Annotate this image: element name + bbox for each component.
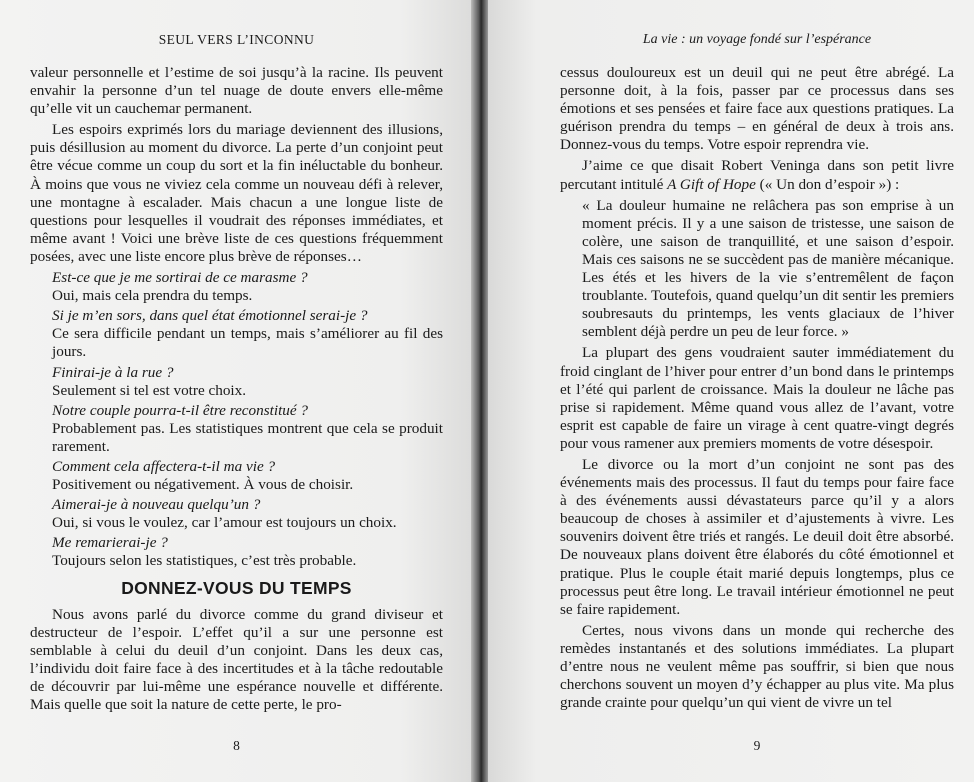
paragraph: Certes, nous vivons dans un monde qui recherche des remèdes instantanés et des solutions immédiates. La plupart d’entre nous ne veulent même pas souffrir, si bien que nous cherchons souvent un moyen d’y échapper au plus vite. Ma plus grande crainte pour quelqu’un qui vient de vivre un tel (560, 621, 954, 712)
answer: Probablement pas. Les statistiques montrent que cela se produit rarement. (52, 419, 443, 455)
block-quote (560, 197, 954, 342)
qa-item (52, 307, 443, 361)
quote-text: « La douleur humaine ne relâchera pas son emprise à un moment précis. Il y a une saison de tristesse, une saison de colère, une saison de tranquillité, et une saison d’espoir. Mais ces saisons ne se succèdent pas de manière mécanique. Les étés et les hivers de la vie s’entremêlent de façon troublante. Toutefois, quand quelqu’un dit sentir les premiers soubresauts du printemps, les vents glaciaux de l’hiver semblent déjà perdre un peu de leur force. » (582, 196, 954, 341)
running-head-right: La vie : un voyage fondé sur l’espérance (642, 32, 872, 47)
answer: Ce sera difficile pendant un temps, mais s’améliorer au fil des jours. (52, 325, 443, 361)
paragraph-text: (« Un don d’espoir ») : (755, 175, 900, 193)
question: Notre couple pourra-t-il être reconstitué ? (52, 401, 309, 419)
question: Aimerai-je à nouveau quelqu’un ? (52, 496, 261, 514)
answer: Positivement ou négativement. À vous de choisir. (52, 476, 354, 494)
book-title: A Gift of Hope (667, 175, 756, 193)
answer: Toujours selon les statistiques, c’est très probable. (52, 552, 357, 570)
question: Comment cela affectera-t-il ma vie ? (52, 457, 276, 475)
page-number-right: 9 (753, 738, 761, 753)
right-page-body (560, 64, 954, 715)
qa-item (52, 534, 443, 570)
answer: Oui, si vous le voulez, car l’amour est toujours un choix. (52, 514, 397, 532)
left-page-body (30, 64, 443, 717)
book-gutter (471, 0, 488, 782)
paragraph: Les espoirs exprimés lors du mariage deviennent des illusions, puis désillusion au moment du divorce. La perte d’un conjoint peut être vécue comme un coup du sort et la fin inéluctable du bonheur. À moins que vous ne viviez cela comme un nouveau défi à relever, une montagne à escalader. Mais chacun a une longue liste de questions pour lesquelles il voudrait des réponses immédiates, et même avant ! Voici une brève liste de ces questions fréquemment posées, avec une liste encore plus brève de réponses… (30, 121, 443, 265)
qa-item (52, 458, 443, 494)
paragraph: Le divorce ou la mort d’un conjoint ne sont pas des événements mais des processus. Il faut du temps pour faire face à des événements aussi dévastateurs parce qu’il y a alors beaucoup de choses à assimiler et d’ajustements à vivre. Les souvenirs doivent être triés et rangés. Le deuil doit être absorbé. De nouveaux plans doivent être élaborés du côté émotionnel et pratique. Plus le couple était marié depuis longtemps, plus ce processus peut être long. Le travail intérieur émotionnel ne peut se faire rapidement. (560, 455, 954, 618)
paragraph: cessus douloureux est un deuil qui ne peut être abrégé. La personne doit, à la fois, passer par ce processus dans ses émotions et ses pensées et faire face aux questions pratiques. La guérison prendra du temps – en général de deux à trois ans. Donnez-vous du temps. Votre espoir reprendra vie. (560, 64, 954, 154)
qa-item (52, 364, 443, 400)
running-head-left: SEUL VERS L’INCONNU (158, 32, 315, 47)
paragraph (560, 157, 954, 193)
question: Est-ce que je me sortirai de ce marasme ? (52, 269, 308, 287)
qa-item (52, 496, 443, 532)
paragraph: valeur personnelle et l’estime de soi jusqu’à la racine. Ils peuvent envahir la personne d’un tel nuage de doute envers elle-même qu’elle vit un cauchemar permanent. (30, 64, 443, 118)
answer: Seulement si tel est votre choix. (52, 381, 247, 399)
left-page (0, 0, 471, 782)
qa-item (52, 402, 443, 456)
question: Si je m’en sors, dans quel état émotionnel serai-je ? (52, 307, 368, 325)
right-page (488, 0, 974, 782)
answer: Oui, mais cela prendra du temps. (52, 287, 253, 305)
paragraph-text: J’aime ce que disait Robert Veninga dans son petit livre percutant intitulé (560, 157, 954, 193)
paragraph: Nous avons parlé du divorce comme du grand diviseur et destructeur de l’espoir. L’effet qu’il a sur une personne est semblable à celui du deuil d’un conjoint. Dans les deux cas, l’individu doit faire face à des incertitudes et à la tâche redoutable de découvrir par lui-même une espérance nouvelle et différente. Mais quelle que soit la nature de cette perte, le pro- (30, 605, 443, 714)
question: Finirai-je à la rue ? (52, 363, 174, 381)
qa-list (30, 269, 443, 571)
page-number-left: 8 (233, 738, 240, 753)
qa-item (52, 269, 443, 305)
paragraph: La plupart des gens voudraient sauter immédiatement du froid cinglant de l’hiver pour entrer d’un bond dans le printemps et l’été qui parlent de croissance. Mais la douleur ne lâche pas prise si rapidement. Même quand vous allez de l’avant, votre esprit est capable de faire un virage à cent quatre-vingt degrés pour vous ramener aux premiers moments de votre désespoir. (560, 344, 954, 452)
section-title: DONNEZ-VOUS DU TEMPS (121, 577, 352, 598)
question: Me remarierai-je ? (52, 534, 168, 552)
